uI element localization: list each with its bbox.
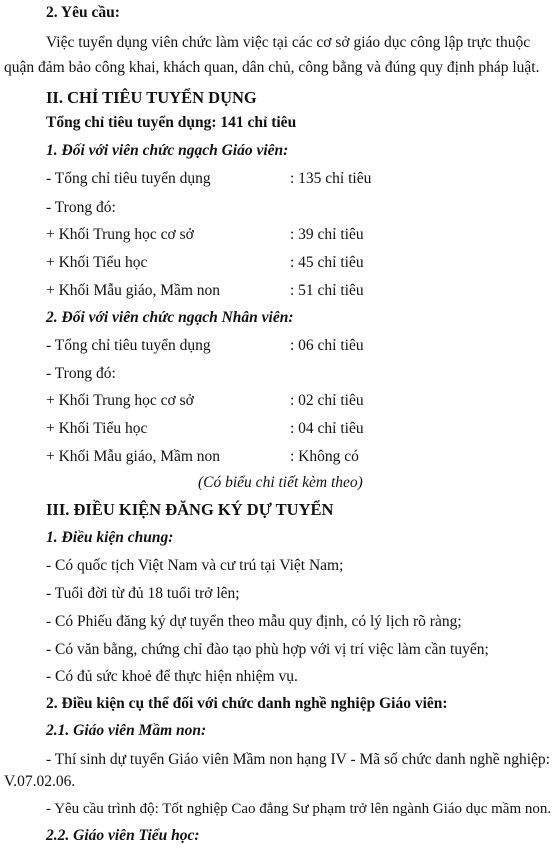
- section-2-paragraph-line-2: quận đảm bảo công khai, khách quan, dân chủ, công bằng và đúng quy định pháp luật.: [4, 59, 540, 76]
- total-quota: Tổng chỉ tiêu tuyển dụng: 141 chỉ tiêu: [46, 114, 297, 131]
- row-label: - Trong đó:: [46, 365, 116, 382]
- staff-quota-heading: 2. Đối với viên chức ngạch Nhân viên:: [46, 309, 294, 326]
- section-2-paragraph-line-1: Việc tuyển dụng viên chức làm việc tại các cơ sở giáo dục công lập trực thuộc: [46, 34, 531, 51]
- section-2-heading: 2. Yêu cầu:: [46, 4, 120, 21]
- row-value: : Không có: [290, 448, 359, 465]
- row-label: - Tổng chỉ tiêu tuyển dụng: [46, 170, 211, 187]
- row-value: : 02 chỉ tiêu: [290, 392, 364, 409]
- primary-teacher-heading: 2.2. Giáo viên Tiểu học:: [46, 827, 200, 844]
- list-item: - Có Phiếu đăng ký dự tuyển theo mẫu quy định, có lý lịch rõ ràng;: [46, 613, 462, 630]
- list-item: - Có đủ sức khoẻ để thực hiện nhiệm vụ.: [46, 668, 298, 685]
- row-value: : 135 chỉ tiêu: [290, 170, 372, 187]
- row-label: + Khối Mẫu giáo, Mầm non: [46, 448, 221, 465]
- list-item: - Tuổi đời từ đủ 18 tuổi trở lên;: [46, 585, 240, 602]
- row-value: : 51 chỉ tiêu: [290, 282, 364, 299]
- preschool-teacher-heading: 2.1. Giáo viên Mầm non:: [46, 722, 207, 739]
- teacher-quota-heading: 1. Đối với viên chức ngạch Giáo viên:: [46, 142, 289, 159]
- row-label: + Khối Mẫu giáo, Mầm non: [46, 282, 221, 299]
- preschool-requirement-line-2: V.07.02.06.: [4, 773, 76, 790]
- row-value: : 04 chỉ tiêu: [290, 420, 364, 437]
- list-item: - Có văn bằng, chứng chỉ đào tạo phù hợp với vị trí việc làm cần tuyển;: [46, 641, 489, 658]
- row-value: : 45 chỉ tiêu: [290, 254, 364, 271]
- list-item: - Có quốc tịch Việt Nam và cư trú tại Việt Nam;: [46, 557, 344, 574]
- preschool-requirement-line-1: - Thí sinh dự tuyển Giáo viên Mầm non hạng IV - Mã số chức danh nghề nghiệp:: [46, 751, 550, 768]
- row-label: - Trong đó:: [46, 199, 116, 216]
- row-value: : 39 chỉ tiêu: [290, 226, 364, 243]
- row-label: + Khối Tiểu học: [46, 254, 148, 271]
- row-label: + Khối Tiểu học: [46, 420, 148, 437]
- row-label: + Khối Trung học cơ sở: [46, 392, 194, 409]
- preschool-requirement-line-3: - Yêu cầu trình độ: Tốt nghiệp Cao đẳng Sư phạm trở lên ngành Giáo dục mầm non.: [46, 801, 552, 817]
- attachment-note: (Có biểu chi tiết kèm theo): [198, 474, 363, 491]
- row-label: - Tổng chỉ tiêu tuyển dụng: [46, 337, 211, 354]
- section-II-heading: II. CHỈ TIÊU TUYỂN DỤNG: [46, 88, 257, 107]
- row-value: : 06 chỉ tiêu: [290, 337, 364, 354]
- row-label: + Khối Trung học cơ sở: [46, 226, 194, 243]
- section-III-heading: III. ĐIỀU KIỆN ĐĂNG KÝ DỰ TUYỂN: [46, 500, 334, 519]
- specific-conditions-heading: 2. Điều kiện cụ thể đối với chức danh nghề nghiệp Giáo viên:: [46, 695, 448, 712]
- general-conditions-heading: 1. Điều kiện chung:: [46, 529, 174, 546]
